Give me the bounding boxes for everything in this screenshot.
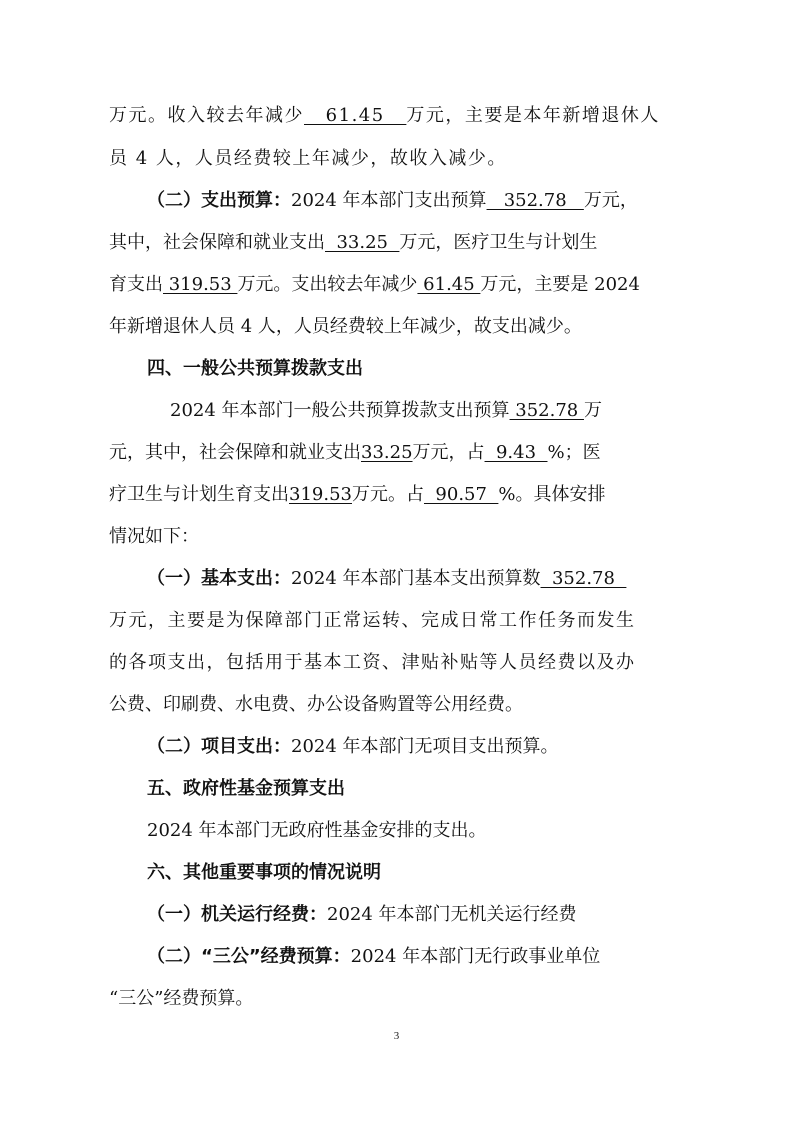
page-number: 3 — [393, 1030, 400, 1042]
text: 2024 年本部门无机关运行经费 — [327, 904, 577, 925]
text: 公费、印刷费、水电费、办公设备购置等公用经费。 — [109, 694, 523, 715]
value-underlined: 9.43 — [484, 442, 548, 463]
text: 万元， — [583, 190, 638, 211]
paragraph-line — [147, 903, 727, 927]
value-underlined: 61.45 — [304, 105, 407, 126]
paragraph-line — [109, 147, 689, 171]
paragraph-line — [109, 441, 689, 465]
paragraph-line — [109, 651, 689, 675]
section-label: （二）支出预算： — [147, 190, 291, 211]
text: 2024 年本部门无项目支出预算。 — [291, 736, 559, 757]
paragraph-line — [170, 399, 750, 423]
value-underlined: 319.53 — [289, 484, 352, 505]
value-underlined: 352.78 — [540, 568, 627, 589]
text: 2024 年本部门一般公共预算拨款支出预算 — [170, 400, 510, 421]
text: %；医 — [547, 442, 601, 463]
paragraph-line — [109, 104, 689, 128]
text: 万元。支出较去年减少 — [237, 274, 418, 295]
text: 疗卫生与计划生育支出 — [109, 484, 289, 505]
text: 万元，主要是为保障部门正常运转、完成日常工作任务而发生 — [109, 610, 636, 631]
value-underlined: 33.25 — [361, 442, 413, 463]
paragraph-line — [147, 945, 727, 969]
text: 2024 年本部门无政府性基金安排的支出。 — [147, 820, 487, 841]
section-label: （二）项目支出： — [147, 736, 291, 757]
value-underlined: 352.78 — [486, 190, 584, 211]
text: 育支出 — [109, 274, 163, 295]
text: 员 4 人，人员经费较上年减少，故收入减少。 — [109, 148, 507, 169]
paragraph-line — [109, 273, 689, 297]
paragraph-line — [109, 609, 689, 633]
paragraph-line — [109, 987, 689, 1011]
section-label: （一）基本支出： — [147, 568, 291, 589]
text: 万元。收入较去年减少 — [109, 105, 304, 126]
text: 元，其中，社会保障和就业支出 — [109, 442, 361, 463]
paragraph-line — [109, 525, 689, 549]
value-underlined: 319.53 — [163, 274, 238, 295]
paragraph-line — [109, 483, 689, 507]
section-heading: 五、政府性基金预算支出 — [147, 778, 345, 799]
paragraph-line — [109, 231, 689, 255]
paragraph-line — [147, 567, 727, 591]
paragraph-line — [109, 315, 689, 339]
text: 万元，医疗卫生与计划生 — [399, 232, 598, 253]
text: 2024 年本部门基本支出预算数 — [291, 568, 541, 589]
text: “三公”经费预算。 — [109, 988, 254, 1009]
value-underlined: 352.78 — [509, 400, 584, 421]
text: 的各项支出，包括用于基本工资、津贴补贴等人员经费以及办 — [109, 652, 636, 673]
text: 年新增退休人员 4 人，人员经费较上年减少，故支出减少。 — [109, 316, 582, 337]
text: 万元，主要是 2024 — [480, 274, 640, 295]
text: 情况如下： — [109, 526, 199, 547]
text: 2024 年本部门无行政事业单位 — [350, 946, 601, 967]
paragraph-line — [147, 819, 727, 843]
paragraph-line — [147, 189, 727, 213]
value-underlined: 33.25 — [325, 232, 400, 253]
section-heading: 四、一般公共预算拨款支出 — [147, 358, 363, 379]
text: 万 — [583, 400, 602, 421]
text: 其中，社会保障和就业支出 — [109, 232, 325, 253]
paragraph-line — [109, 693, 689, 717]
section-label: （一）机关运行经费： — [147, 904, 327, 925]
text: 万元。占 — [351, 484, 424, 505]
text: 万元，主要是本年新增退休人 — [406, 105, 660, 126]
paragraph-line — [147, 735, 727, 759]
text: 万元，占 — [412, 442, 485, 463]
section-label: （二）“三公”经费预算： — [147, 946, 351, 967]
text: %。具体安排 — [498, 484, 606, 505]
value-underlined: 90.57 — [423, 484, 499, 505]
section-heading: 六、其他重要事项的情况说明 — [147, 862, 381, 883]
value-underlined: 61.45 — [417, 274, 481, 295]
text: 2024 年本部门支出预算 — [291, 190, 487, 211]
